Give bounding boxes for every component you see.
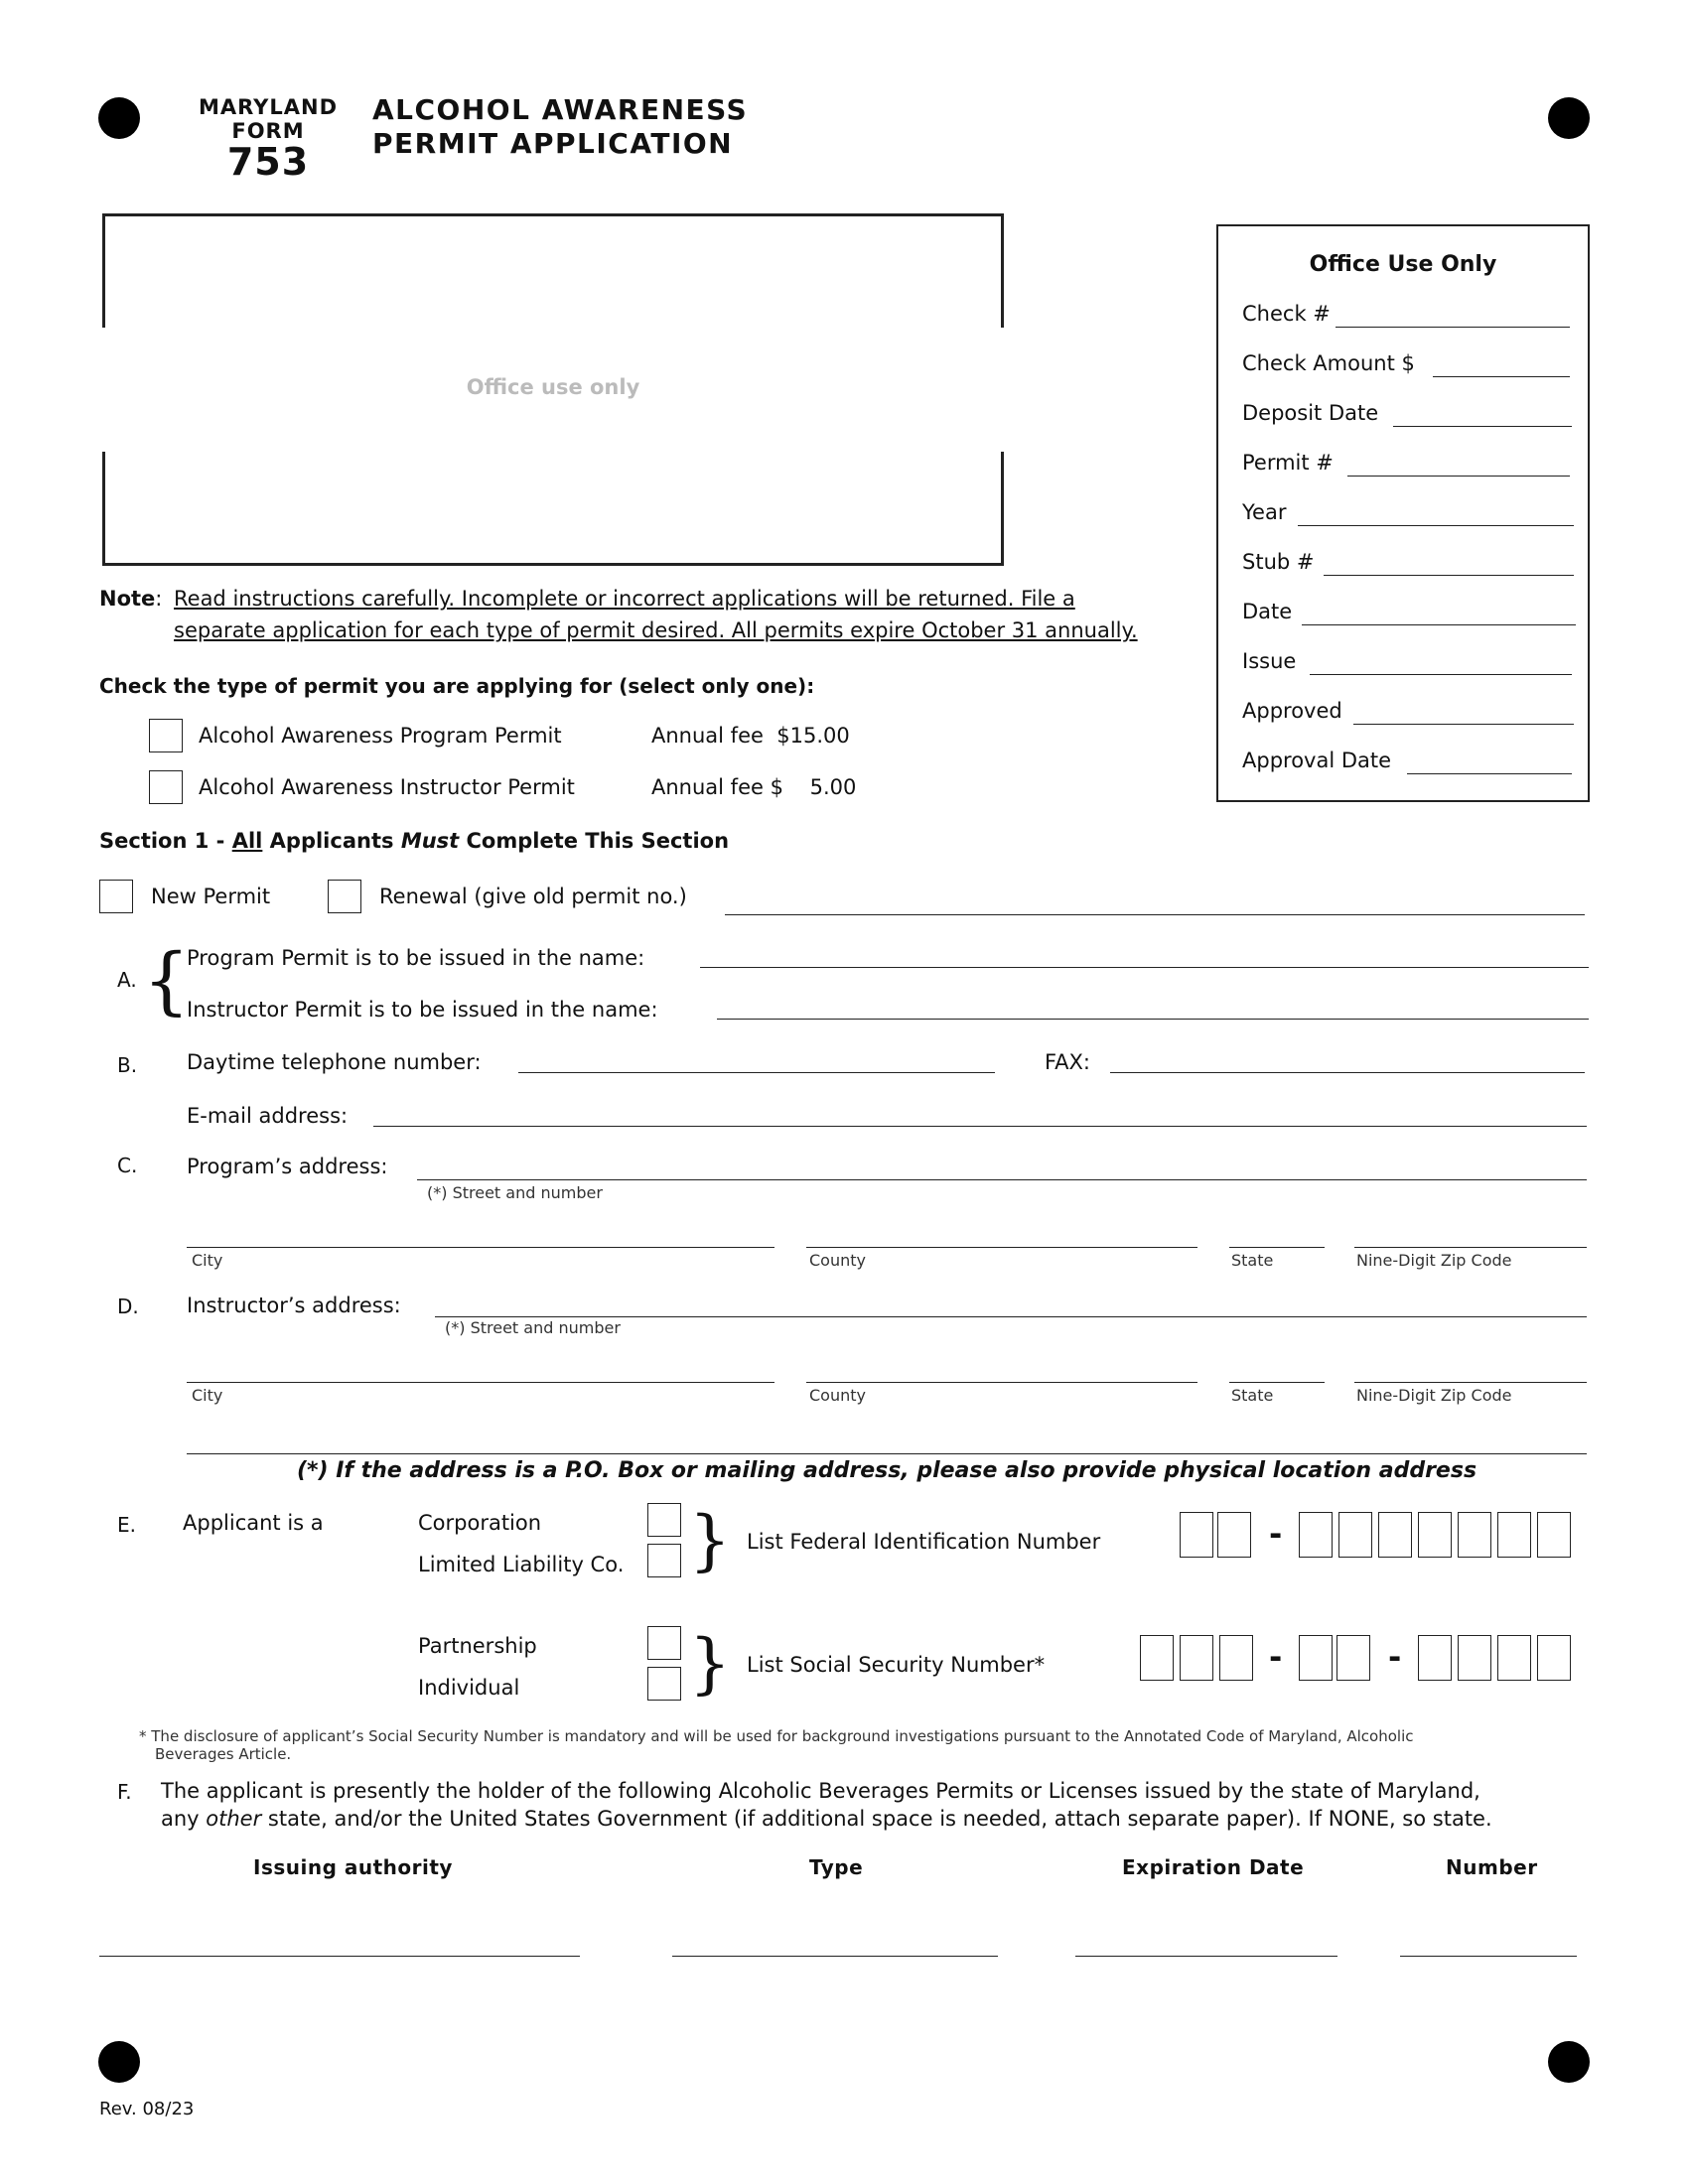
registration-dot-top-left — [98, 97, 140, 139]
office-line-deposit-date[interactable] — [1393, 426, 1572, 427]
ssn-digit-7[interactable] — [1458, 1635, 1491, 1681]
fein-label: List Federal Identification Number — [747, 1530, 1101, 1554]
ssn-digit-1[interactable] — [1140, 1635, 1174, 1681]
program-address-label: Program’s address: — [187, 1155, 388, 1178]
col-expiration-date: Expiration Date — [1122, 1855, 1305, 1879]
instructor-zip-line[interactable] — [1354, 1382, 1587, 1383]
ssn-label: List Social Security Number* — [747, 1653, 1046, 1677]
form-title — [372, 93, 748, 161]
ssn-digit-2[interactable] — [1180, 1635, 1213, 1681]
form-number: 753 — [226, 140, 310, 184]
fein-digit-7[interactable] — [1458, 1512, 1491, 1558]
registration-dot-top-right — [1548, 97, 1590, 139]
instructor-county-caption: County — [809, 1386, 866, 1405]
instructor-name-label: Instructor Permit is to be issued in the name: — [187, 998, 658, 1022]
item-e-letter: E. — [117, 1513, 136, 1537]
office-line-stub[interactable] — [1324, 575, 1574, 576]
email-label: E-mail address: — [187, 1104, 349, 1128]
registration-dot-bottom-right — [1548, 2041, 1590, 2083]
form-word: FORM — [231, 119, 305, 143]
program-permit-checkbox[interactable] — [149, 719, 183, 752]
fein-digit-2[interactable] — [1217, 1512, 1251, 1558]
office-field-permit: Permit # — [1242, 451, 1334, 475]
disclosure-line-2: Beverages Article. — [155, 1745, 292, 1763]
ssn-digit-5[interactable] — [1336, 1635, 1370, 1681]
section-1-heading: Section 1 - All Applicants Must Complete This Section — [99, 829, 730, 853]
ssn-digit-4[interactable] — [1299, 1635, 1333, 1681]
applicant-is-label: Applicant is a — [183, 1511, 324, 1535]
program-zip-line[interactable] — [1354, 1247, 1587, 1248]
ssn-disclosure — [139, 1727, 1414, 1763]
ssn-digit-3[interactable] — [1219, 1635, 1253, 1681]
issuing-authority-line[interactable] — [99, 1956, 580, 1957]
instructor-street-caption: (*) Street and number — [445, 1318, 621, 1337]
form-id-block — [189, 95, 348, 184]
office-field-date: Date — [1242, 600, 1293, 623]
office-field-issue: Issue — [1242, 649, 1297, 673]
instructor-zip-caption: Nine-Digit Zip Code — [1356, 1386, 1512, 1405]
note-label: Note: — [99, 587, 163, 611]
instructor-city-caption: City — [192, 1386, 223, 1405]
ssn-digit-6[interactable] — [1418, 1635, 1452, 1681]
office-field-check: Check # — [1242, 302, 1331, 326]
stamp-box-label: Office use only — [466, 375, 640, 399]
llc-label: Limited Liability Co. — [418, 1553, 625, 1576]
fein-dash: - — [1269, 1515, 1283, 1553]
instructor-permit-label: Alcohol Awareness Instructor Permit — [199, 775, 575, 799]
col-number: Number — [1446, 1855, 1538, 1879]
office-use-panel — [1216, 224, 1590, 802]
instructor-city-line[interactable] — [187, 1382, 774, 1383]
type-line[interactable] — [672, 1956, 998, 1957]
office-line-permit[interactable] — [1347, 476, 1570, 477]
note-line-2: separate application for each type of permit desired. All permits expire October 31 annually. — [174, 618, 1138, 642]
program-street-line[interactable] — [417, 1179, 1587, 1180]
instructor-permit-fee: Annual fee $ 5.00 — [651, 775, 857, 799]
fein-brace: } — [689, 1502, 731, 1578]
item-f-letter: F. — [117, 1780, 132, 1804]
fax-label: FAX: — [1045, 1050, 1090, 1074]
title-line-2: PERMIT APPLICATION — [372, 127, 734, 160]
instructor-address-label: Instructor’s address: — [187, 1294, 401, 1317]
disclosure-line-1: * The disclosure of applicant’s Social Security Number is mandatory and will be used for background investigations pursuant to the Annotated Code of Maryland, Alcoholic — [139, 1727, 1414, 1745]
ssn-digit-8[interactable] — [1497, 1635, 1531, 1681]
office-field-year: Year — [1242, 500, 1287, 524]
item-d-letter: D. — [117, 1295, 139, 1318]
office-field-stub: Stub # — [1242, 550, 1315, 574]
instructor-street-line[interactable] — [435, 1316, 1587, 1317]
fax-line[interactable] — [1110, 1072, 1585, 1073]
state-label: MARYLAND — [198, 95, 339, 119]
office-field-approved: Approved — [1242, 699, 1342, 723]
program-city-line[interactable] — [187, 1247, 774, 1248]
instructor-name-line[interactable] — [717, 1019, 1589, 1020]
fein-digit-9[interactable] — [1537, 1512, 1571, 1558]
office-line-approved[interactable] — [1353, 724, 1574, 725]
program-permit-fee: Annual fee $15.00 — [651, 724, 850, 748]
note-line-1: Read instructions carefully. Incomplete or incorrect applications will be returned. File a — [174, 587, 1075, 611]
po-box-note: (*) If the address is a P.O. Box or mailing address, please also provide physical location address — [296, 1458, 1477, 1483]
program-name-label: Program Permit is to be issued in the name: — [187, 946, 645, 970]
col-type: Type — [809, 1855, 864, 1879]
fein-digit-1[interactable] — [1180, 1512, 1213, 1558]
permit-type-heading: Check the type of permit you are applying for (select only one): — [99, 674, 815, 698]
office-line-year[interactable] — [1298, 525, 1574, 526]
partnership-label: Partnership — [418, 1634, 537, 1658]
ssn-dash-1: - — [1269, 1638, 1283, 1676]
office-line-issue[interactable] — [1310, 674, 1572, 675]
new-permit-label: New Permit — [151, 885, 271, 908]
llc-checkbox[interactable] — [647, 1544, 681, 1577]
office-field-approval-date: Approval Date — [1242, 749, 1392, 772]
office-line-date[interactable] — [1302, 624, 1576, 625]
item-c-letter: C. — [117, 1154, 138, 1177]
phone-line[interactable] — [518, 1072, 995, 1073]
item-a-letter: A. — [117, 968, 137, 992]
individual-label: Individual — [418, 1676, 520, 1700]
program-name-line[interactable] — [700, 967, 1589, 968]
instructor-county-line[interactable] — [806, 1382, 1197, 1383]
registration-dot-bottom-left — [98, 2041, 140, 2083]
program-street-caption: (*) Street and number — [427, 1183, 603, 1202]
renewal-label: Renewal (give old permit no.) — [379, 885, 687, 908]
fein-digit-8[interactable] — [1497, 1512, 1531, 1558]
office-use-title: Office Use Only — [1309, 252, 1497, 277]
item-f-text — [161, 1777, 1492, 1833]
corporation-checkbox[interactable] — [647, 1503, 681, 1537]
office-field-check-amount: Check Amount $ — [1242, 351, 1415, 375]
old-permit-number-line[interactable] — [725, 914, 1585, 915]
item-b-letter: B. — [117, 1053, 138, 1077]
program-state-caption: State — [1231, 1251, 1274, 1270]
corporation-label: Corporation — [418, 1511, 542, 1535]
expiration-date-line[interactable] — [1075, 1956, 1337, 1957]
email-line[interactable] — [373, 1126, 1587, 1127]
fein-digit-3[interactable] — [1299, 1512, 1333, 1558]
fein-digit-4[interactable] — [1338, 1512, 1372, 1558]
physical-address-line[interactable] — [187, 1453, 1587, 1454]
phone-label: Daytime telephone number: — [187, 1050, 482, 1074]
item-a-brace: { — [143, 938, 191, 1024]
title-line-1: ALCOHOL AWARENESS — [372, 93, 749, 126]
office-line-approval-date[interactable] — [1407, 773, 1572, 774]
program-permit-label: Alcohol Awareness Program Permit — [199, 724, 562, 748]
ssn-dash-2: - — [1388, 1638, 1402, 1676]
renewal-checkbox[interactable] — [328, 880, 361, 913]
office-field-deposit-date: Deposit Date — [1242, 401, 1379, 425]
fein-digit-6[interactable] — [1418, 1512, 1452, 1558]
program-zip-caption: Nine-Digit Zip Code — [1356, 1251, 1512, 1270]
ssn-brace: } — [689, 1625, 731, 1702]
number-line[interactable] — [1400, 1956, 1577, 1957]
instructor-state-line[interactable] — [1229, 1382, 1325, 1383]
instructor-permit-checkbox[interactable] — [149, 770, 183, 804]
col-issuing-authority: Issuing authority — [253, 1855, 453, 1879]
program-city-caption: City — [192, 1251, 223, 1270]
instructor-state-caption: State — [1231, 1386, 1274, 1405]
fein-digit-5[interactable] — [1378, 1512, 1412, 1558]
revision-label: Rev. 08/23 — [99, 2099, 195, 2119]
office-line-check[interactable] — [1336, 327, 1570, 328]
office-line-check-amount[interactable] — [1433, 376, 1570, 377]
program-county-line[interactable] — [806, 1247, 1197, 1248]
partnership-checkbox[interactable] — [647, 1626, 681, 1660]
ssn-digit-9[interactable] — [1537, 1635, 1571, 1681]
item-f-line-1: The applicant is presently the holder of the following Alcoholic Beverages Permits or Licenses issued by the state of Maryland, — [161, 1779, 1480, 1803]
program-county-caption: County — [809, 1251, 866, 1270]
program-state-line[interactable] — [1229, 1247, 1325, 1248]
new-permit-checkbox[interactable] — [99, 880, 133, 913]
individual-checkbox[interactable] — [647, 1667, 681, 1701]
item-f-line-2: any other state, and/or the United States Government (if additional space is needed, attach separate paper). If NONE, so state. — [161, 1807, 1492, 1831]
